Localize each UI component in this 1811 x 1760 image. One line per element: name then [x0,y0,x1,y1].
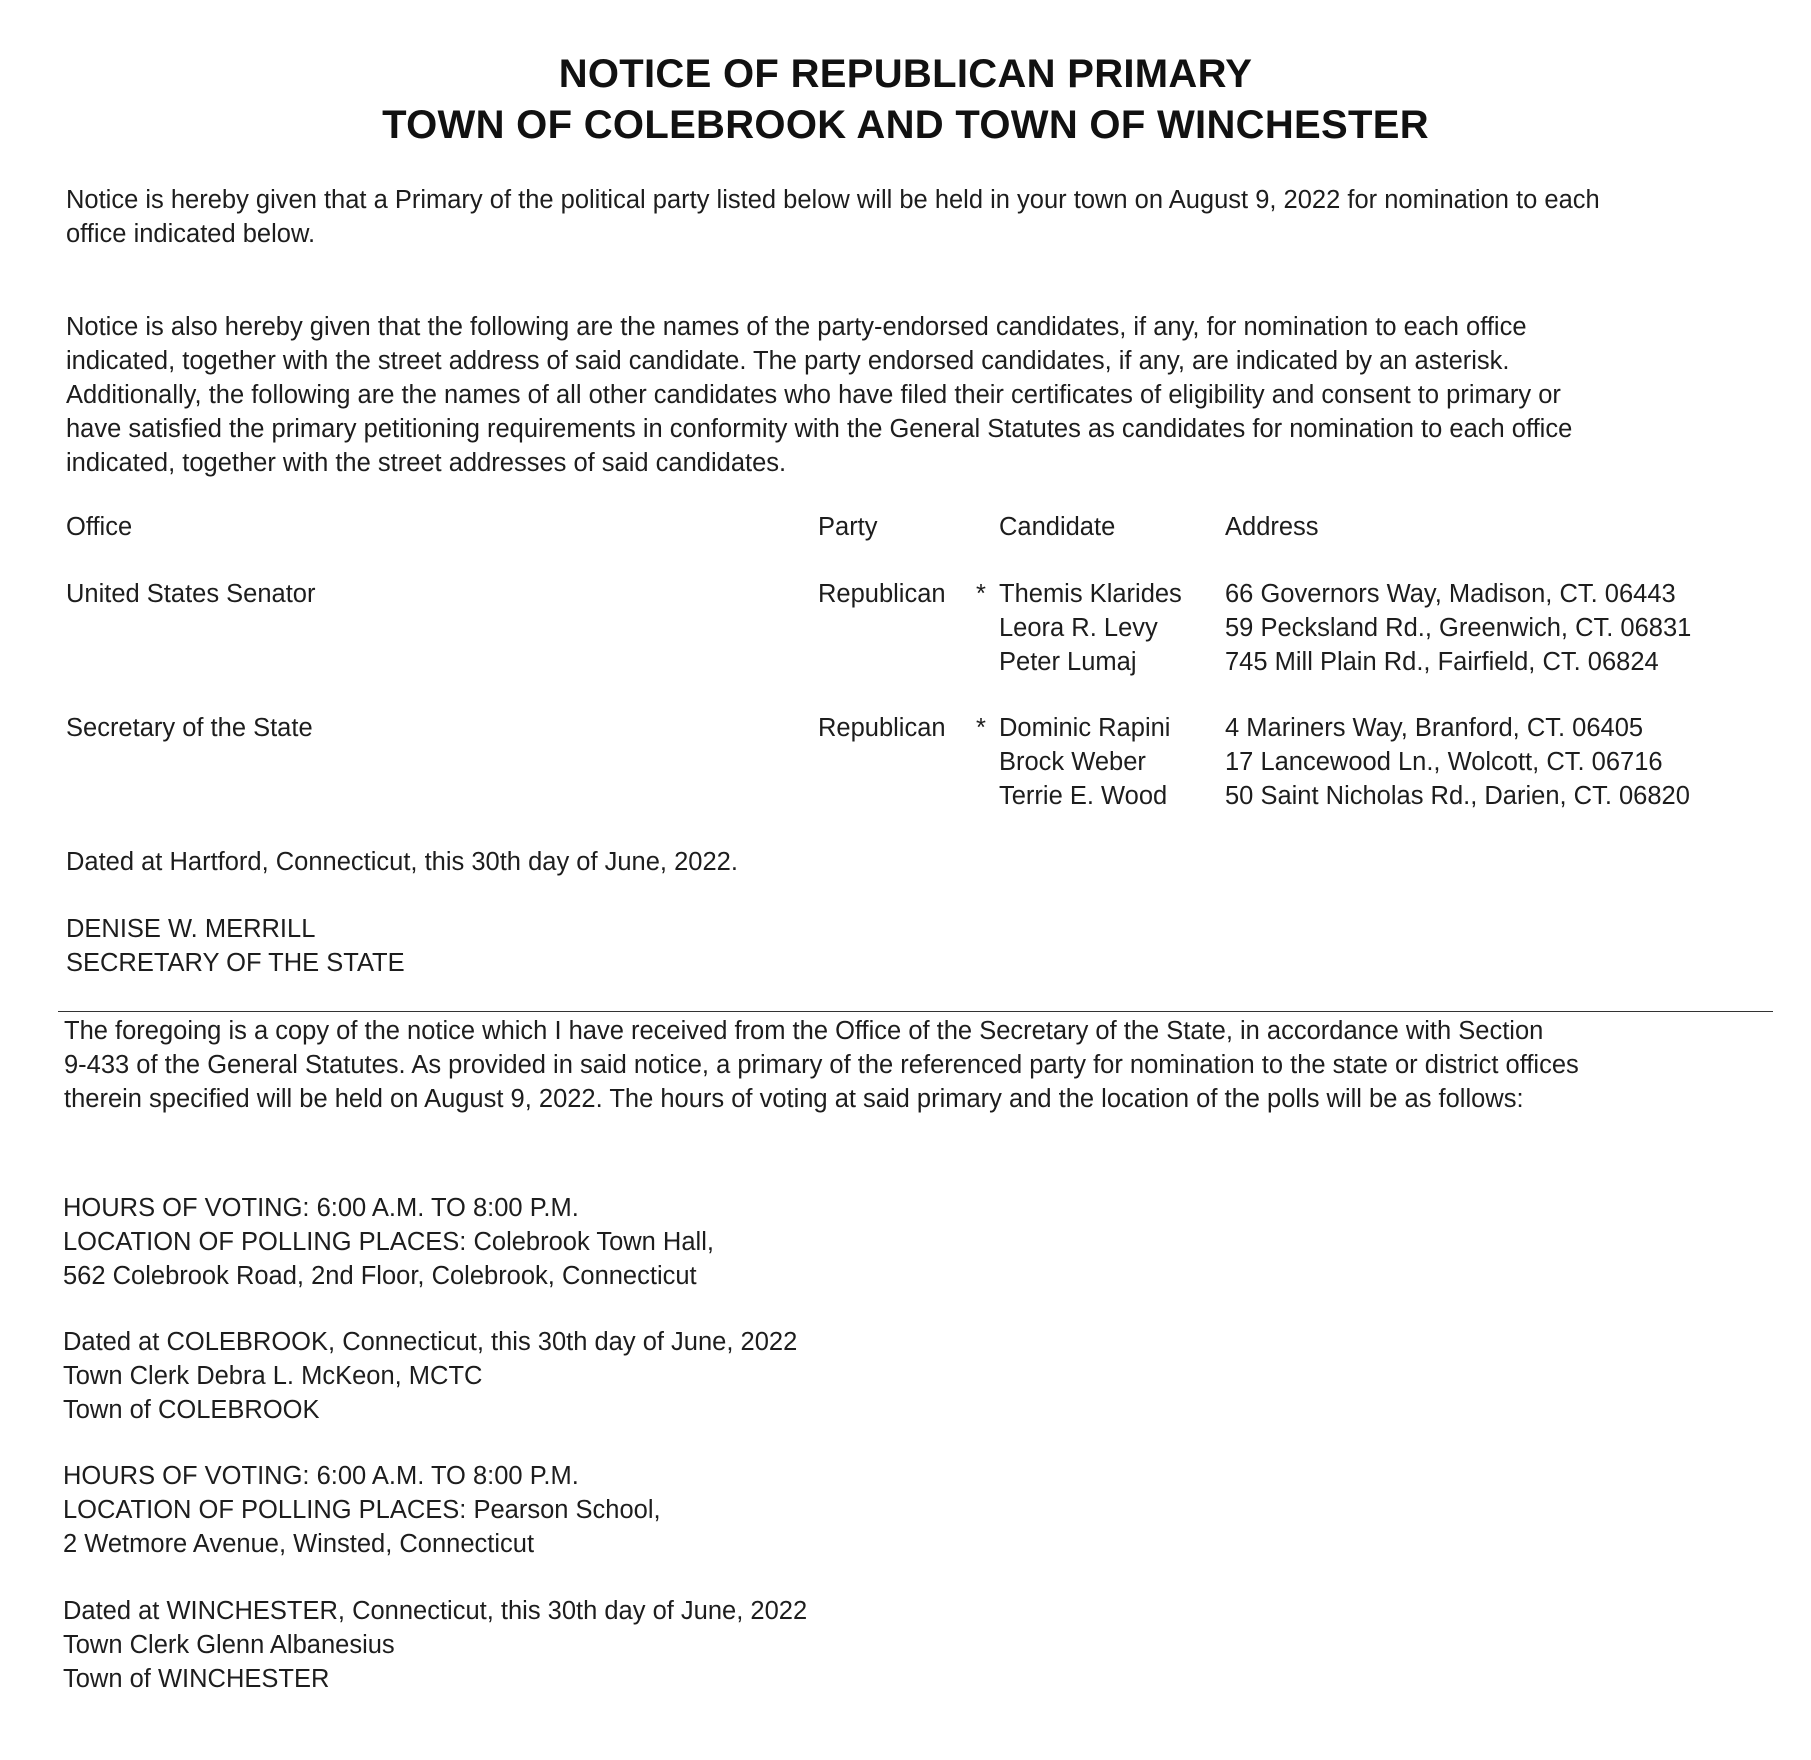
paragraph-line: indicated, together with the street address of said candidate. The party endorsed candidates, if any, are indicated by an asterisk. [66,347,1510,375]
voting-hours: HOURS OF VOTING: 6:00 A.M. TO 8:00 P.M. [63,1462,579,1490]
candidate-name: Brock Weber [999,748,1146,776]
winchester-polling-info [63,1459,661,1561]
colebrook-polling-info [63,1191,714,1293]
endorsed-asterisk: * [976,580,986,608]
candidate-list [999,577,1182,679]
notice-paragraph-1 [66,183,1776,251]
document-title-line1: NOTICE OF REPUBLICAN PRIMARY [558,52,1253,96]
paragraph-line: Notice is hereby given that a Primary of the political party listed below will be held in your town on August 9, 2022 for nomination to each [66,186,1600,214]
header-candidate: Candidate [999,513,1116,541]
candidate-list [999,711,1170,813]
winchester-clerk-block [63,1594,807,1696]
party-name: Republican [818,714,946,742]
foregoing-paragraph [64,1014,1774,1116]
paragraph-line: 9-433 of the General Statutes. As provided in said notice, a primary of the referenced party for nomination to the state or district offices [64,1051,1579,1079]
polling-location: LOCATION OF POLLING PLACES: Pearson School, [63,1496,661,1524]
candidate-address: 4 Mariners Way, Branford, CT. 06405 [1225,714,1644,742]
endorsed-asterisk: * [976,714,986,742]
town-clerk: Town Clerk Glenn Albanesius [63,1631,395,1659]
candidate-name: Themis Klarides [999,580,1182,608]
candidate-name: Peter Lumaj [999,648,1137,676]
party-name: Republican [818,580,946,608]
dated-town: Dated at COLEBROOK, Connecticut, this 30th day of June, 2022 [63,1328,798,1356]
office-name: Secretary of the State [66,714,313,742]
paragraph-line: The foregoing is a copy of the notice which I have received from the Office of the Secretary of the State, in accordance with Section [64,1017,1544,1045]
paragraph-line: therein specified will be held on August 9, 2022. The hours of voting at said primary and the location of the polls will be as follows: [64,1085,1524,1113]
paragraph-line: Additionally, the following are the names of all other candidates who have filed their certificates of eligibility and consent to primary or [66,381,1561,409]
polling-address: 562 Colebrook Road, 2nd Floor, Colebrook, Connecticut [63,1262,697,1290]
candidate-address: 66 Governors Way, Madison, CT. 06443 [1225,580,1676,608]
candidate-address: 17 Lancewood Ln., Wolcott, CT. 06716 [1225,748,1663,776]
signature-block [66,912,405,980]
section-divider [58,1011,1773,1012]
address-list [1225,711,1690,813]
candidate-address: 745 Mill Plain Rd., Fairfield, CT. 06824 [1225,648,1659,676]
document-title-line2: TOWN OF COLEBROOK AND TOWN OF WINCHESTER [382,103,1429,147]
paragraph-line: Notice is also hereby given that the following are the names of the party-endorsed candidates, if any, for nomination to each office [66,313,1527,341]
notice-paragraph-2 [66,310,1776,480]
voting-hours: HOURS OF VOTING: 6:00 A.M. TO 8:00 P.M. [63,1194,579,1222]
paragraph-line: indicated, together with the street addresses of said candidates. [66,449,787,477]
candidate-name: Leora R. Levy [999,614,1158,642]
signer-name: DENISE W. MERRILL [66,915,316,943]
signer-title: SECRETARY OF THE STATE [66,949,405,977]
town-name: Town of WINCHESTER [63,1665,330,1693]
candidate-name: Terrie E. Wood [999,782,1168,810]
header-address: Address [1225,513,1319,541]
paragraph-line: office indicated below. [66,220,316,248]
town-clerk: Town Clerk Debra L. McKeon, MCTC [63,1362,483,1390]
candidate-address: 50 Saint Nicholas Rd., Darien, CT. 06820 [1225,782,1690,810]
candidate-name: Dominic Rapini [999,714,1171,742]
office-name: United States Senator [66,580,316,608]
dated-state: Dated at Hartford, Connecticut, this 30th day of June, 2022. [66,848,738,876]
town-name: Town of COLEBROOK [63,1396,320,1424]
paragraph-line: have satisfied the primary petitioning requirements in conformity with the General Statutes as candidates for nomination to each office [66,415,1573,443]
address-list [1225,577,1691,679]
candidate-address: 59 Pecksland Rd., Greenwich, CT. 06831 [1225,614,1692,642]
header-party: Party [818,513,878,541]
dated-town: Dated at WINCHESTER, Connecticut, this 30th day of June, 2022 [63,1597,808,1625]
colebrook-clerk-block [63,1325,797,1427]
polling-location: LOCATION OF POLLING PLACES: Colebrook Town Hall, [63,1228,714,1256]
header-office: Office [66,513,133,541]
polling-address: 2 Wetmore Avenue, Winsted, Connecticut [63,1530,535,1558]
